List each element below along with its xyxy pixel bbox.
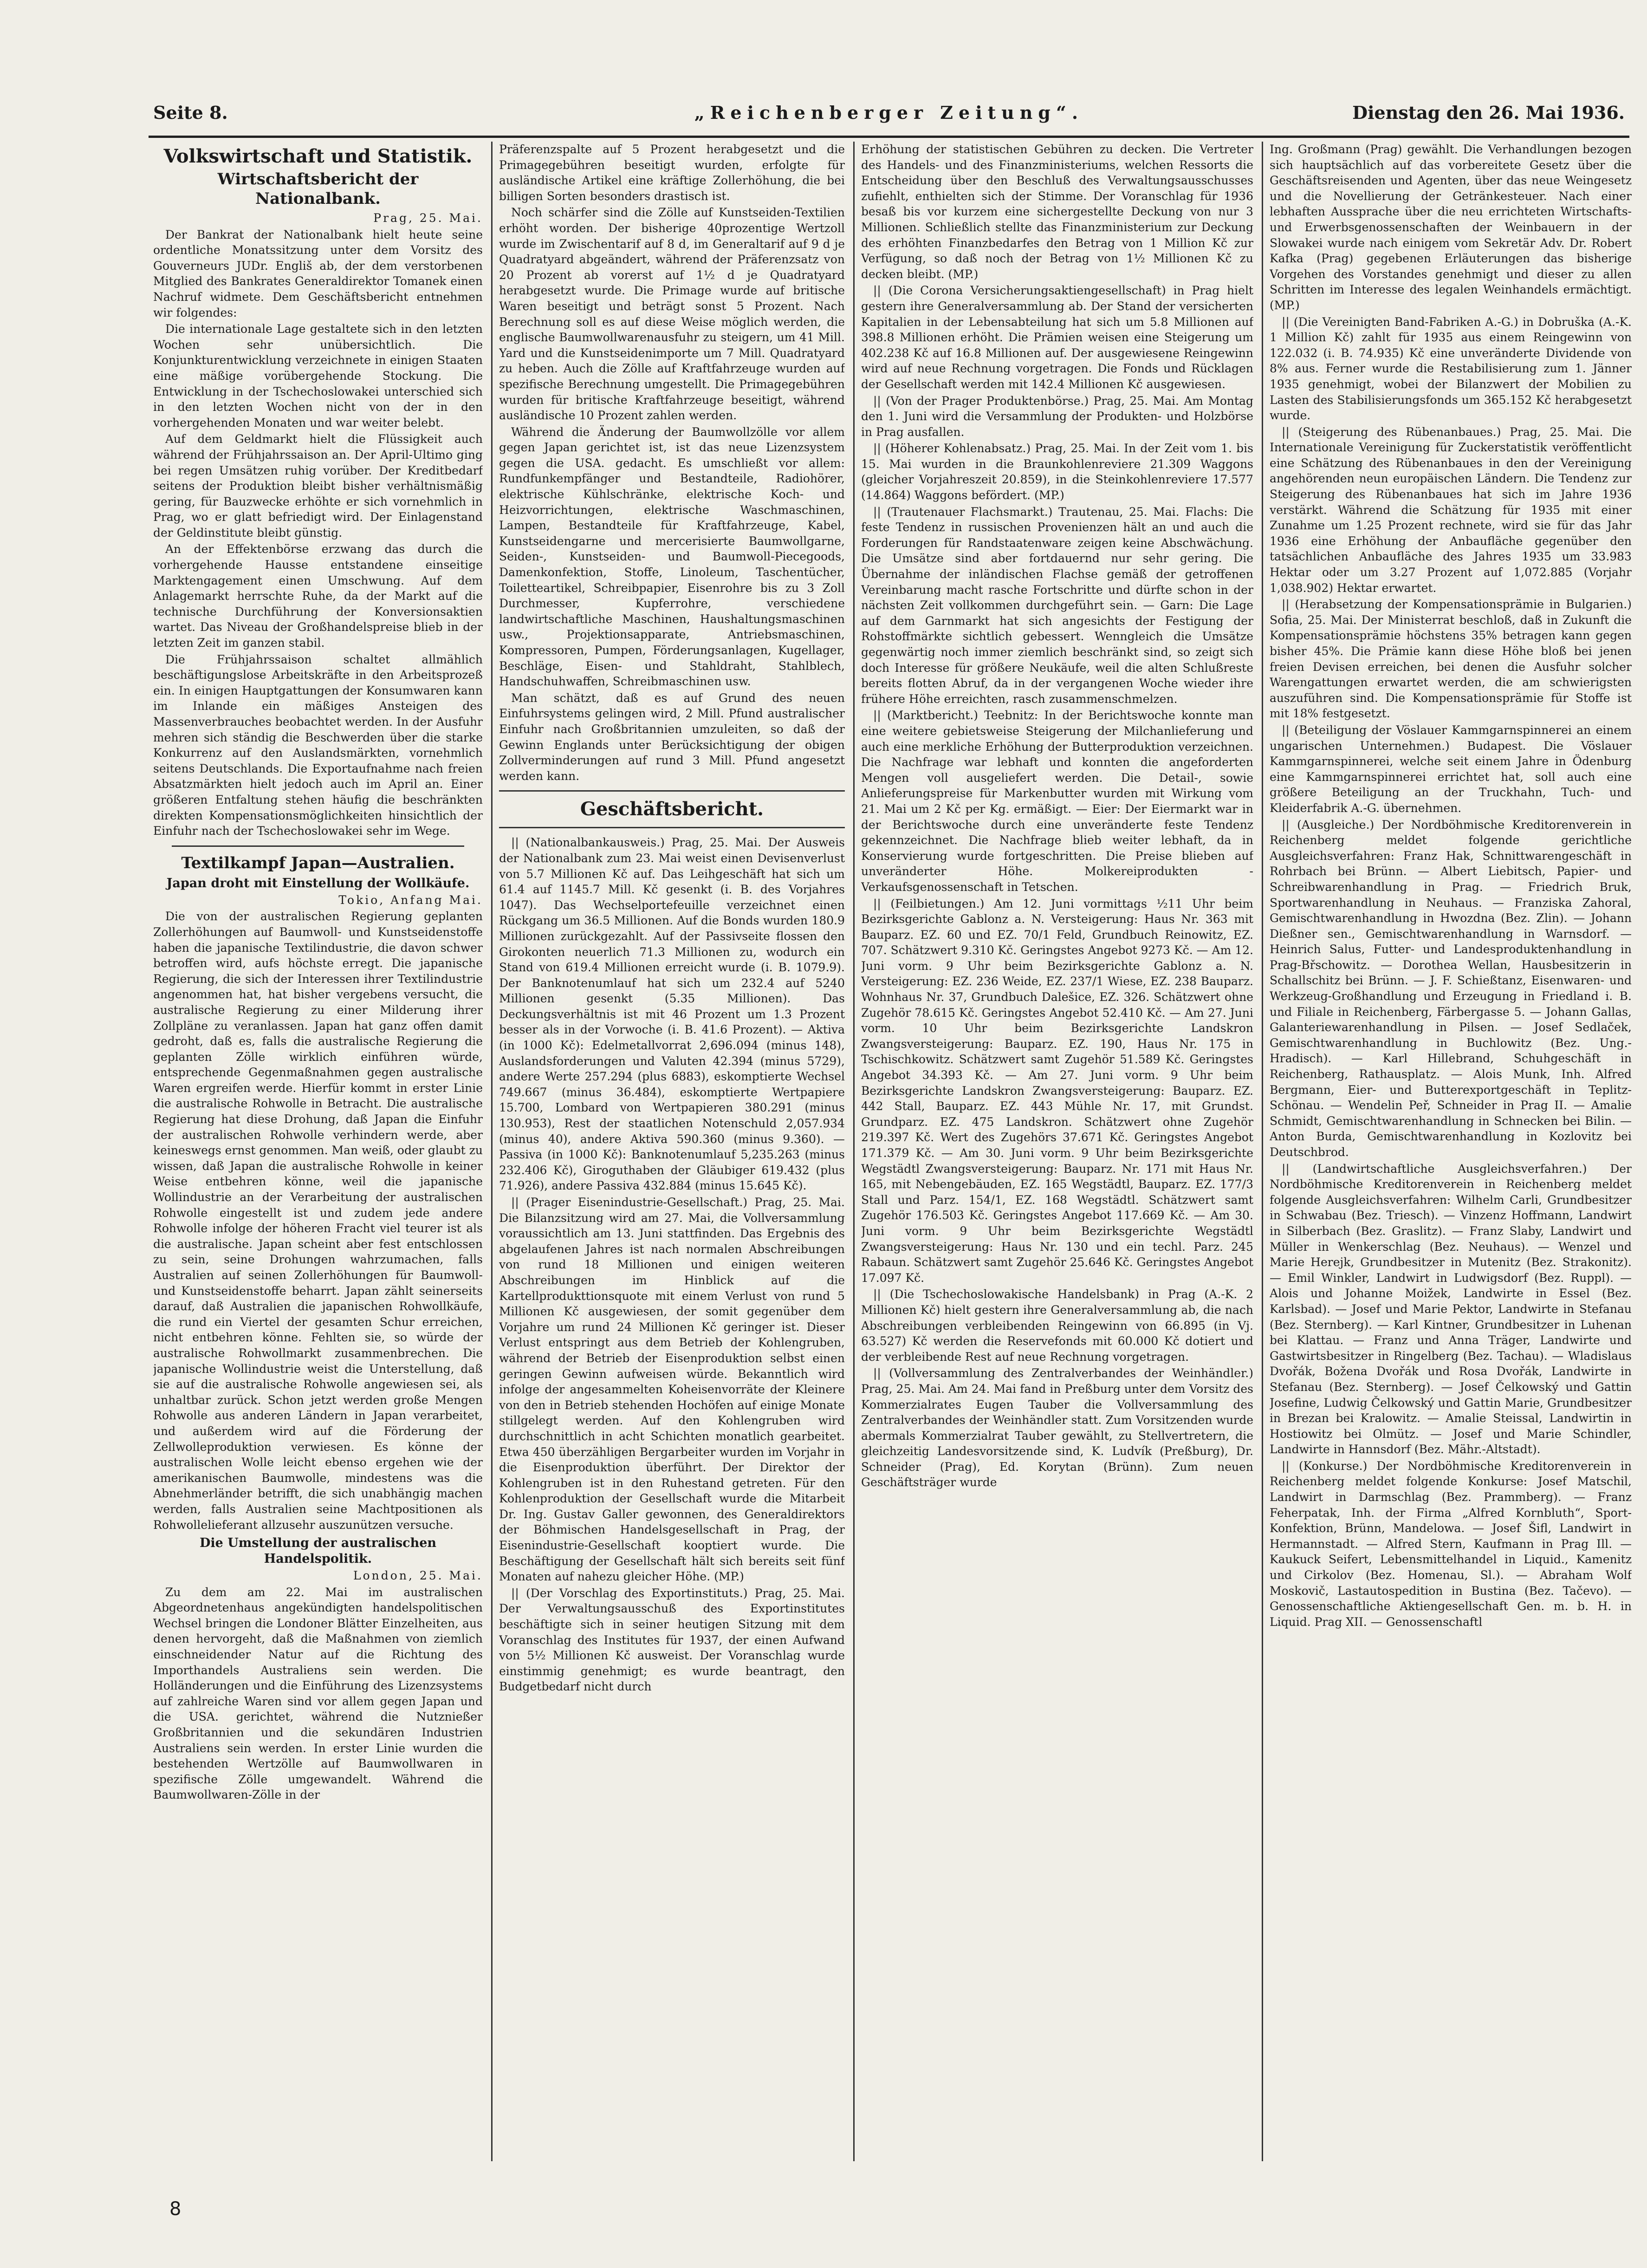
page-number: 8: [169, 2198, 182, 2220]
column-2: [499, 142, 845, 2161]
column-separator: [853, 142, 855, 2161]
article-headline: Textilkampf Japan—Australien.: [181, 853, 455, 872]
news-item: || (Ausgleiche.) Der Nordböhmische Kreditorenverein in Reichenberg meldet folgende gerichtliche Ausgleichsverfahren: Franz Hak, Schnittwarengeschäft in Rohrbach bei Brünn. — Albert Liebitsch, Papier- und Schreibwarenhandlung in Prag. — Friedrich Bruk, Sportwarenhandlung in Neuhaus. — Franziska Zahoral, Gemischtwarenhandlung in Hwozdna (Bez. Zlin). — Johann Dießner sen., Gemischtwarenhandlung in Warnsdorf. — Heinrich Salus, Futter- und Landesproduktenhandlung in Prag-Břschowitz. — Dorothea Wellan, Hausbesitzerin in Schallschitz bei Brünn. — J. F. Schießtanz, Eisenwaren- und Werkzeug-Großhandlung und Erzeugung in Friedland i. B. und Filiale in Reichenberg, Färbergasse 5. — Johann Gallas, Galanteriewarenhandlung in Pilsen. — Josef Sedlaček, Gemischtwarenhandlung in Buchlowitz (Bez. Ung.-Hradisch). — Karl Hillebrand, Schuhgeschäft in Reichenberg, Rathausplatz. — Alois Munk, Inh. Alfred Bergmann, Eier- und Butterexportgeschäft in Teplitz-Schönau. — Wendelin Peř, Schneider in Prag II. — Amalie Schmidt, Gemischtwarenhandlung in Schnecken bei Bilin. — Anton Burda, Gemischtwarenhandlung in Kozlovitz bei Deutschbrod.: [1270, 818, 1632, 1159]
article-separator: [172, 845, 464, 847]
news-item: || (Von der Prager Produktenbörse.) Prag, 25. Mai. Am Montag den 1. Juni wird die Versammlung der Produkten- und Holzbörse in Prag ausfallen.: [861, 394, 1253, 439]
news-item: || (Herabsetzung der Kompensationsprämie in Bulgarien.) Sofia, 25. Mai. Der Ministerrat beschloß, daß in Zukunft die Kompensationsprämie höchstens 35% betragen kann gegen bisher 45%. Die Prämie kann diese Höhe bloß bei jenen freien Devisen erreichen, bei denen die Ausfuhr solcher Warengattungen erwartet werden, die am schwierigsten auszuführen sind. Die Kompensationsprämie für Stoffe ist mit 18% festgesetzt.: [1270, 598, 1632, 721]
paragraph: Erhöhung der statistischen Gebühren zu decken. Die Vertreter des Handels- und des Finanzministeriums, welchen Ressorts die Entscheidung über den Beschluß des Verwaltungsausschusses zufiehlt, enthielten sich der Stimme. Der Voranschlag für 1936 besaß bis vor kurzem eine sichergestellte Deckung von nur 3 Millionen. Schließlich stellte das Finanzministerium zur Deckung des erhöhten Finanzbedarfes den Betrag von 1 Million Kč zur Verfügung, so daß noch der Betrag von 1½ Millionen Kč zu decken bleibt. (MP.): [861, 143, 1253, 281]
article-headline: Wirtschaftsbericht der Nationalbank.: [217, 170, 419, 208]
paragraph: Die internationale Lage gestaltete sich in den letzten Wochen sehr unübersichtlich. Die Konjunkturentwicklung verzeichnete in einigen Staaten eine mäßige vorübergehende Stockung. Die Entwicklung in der Tschechoslowakei unterschied sich in den letzten Wochen nicht von der in den vorhergehenden Monaten und war weiter belebt.: [153, 322, 483, 429]
article-subheadline: Die Umstellung der australischen Handelspolitik.: [199, 1536, 437, 1566]
paragraph: Die von der australischen Regierung geplanten Zollerhöhungen auf Baumwoll- und Kunstseidenstoffe haben die japanische Textilindustrie, die davon schwer betroffen wird, aufs höchste erregt. Die japanische Regierung, die sich der Interessen ihrer Textilindustrie angenommen hat, hat bisher vergebens versucht, die australische Regierung zu einer Milderung ihrer Zollpläne zu veranlassen. Japan hat ganz offen damit gedroht, daß es, falls die australische Regierung die geplanten Zölle wirklich einführen würde, entsprechende Gegenmaßnahmen gegen australische Waren ergreifen werde. Hierfür kommt in erster Linie die australische Rohwolle in Betracht. Die australische Regierung hat diese Drohung, daß Japan die Einfuhr der australischen Rohwolle verhindern werde, aber keineswegs ernst genommen. Man weiß, oder glaubt zu wissen, daß Japan die australische Rohwolle in keiner Weise entbehren könne, weil die japanische Wollindustrie an der Verarbeitung der australischen Rohwolle eingestellt ist und zudem jede andere Rohwolle infolge der höheren Fracht viel teurer ist als die australische. Japan scheint aber fest entschlossen zu sein, seine Drohungen wahrzumachen, falls Australien auf seinen Zollerhöhungen für Baumwoll- und Kunstseidenstoffe beharrt. Japan zählt seinerseits darauf, daß Australien die japanischen Rohwollkäufe, die rund ein Viertel der gesamten Schur erreichen, nicht entbehren könne. Fehlten sie, so würde der australische Rohwollmarkt zusammenbrechen. Die japanische Wollindustrie weist die Unterstellung, daß sie auf die australische Rohwolle angewiesen sei, als unhaltbar zurück. Schon jetzt werden große Mengen Rohwolle aus anderen Ländern in Japan verarbeitet, und außerdem wird auf die Förderung der Zellwolleproduktion verwiesen. Es könne der australischen Wolle leicht ebenso ergehen wie der amerikanischen Baumwolle, mindestens was die Abnehmerländer betrifft, die sich unabhängig machen werden, falls Australien seine Machtpositionen als Rohwollelieferant allzusehr auszunützen versuche.: [153, 910, 483, 1532]
newspaper-title: „Reichenberger Zeitung“.: [694, 102, 1084, 123]
column-1: [153, 142, 483, 2161]
section-title: Geschäftsbericht.: [580, 798, 764, 820]
dateline: Prag, 25. Mai.: [373, 211, 483, 225]
section-rule: [499, 827, 845, 828]
paragraph: Man schätzt, daß es auf Grund des neuen Einfuhrsystems gelingen wird, 2 Mill. Pfund australischer Einfuhr nach Großbritannien umzuleiten, so daß der Gewinn Englands unter Berücksichtigung der obigen Zollverminderungen auf rund 3 Mill. Pfund angesetzt werden kann.: [499, 691, 845, 783]
paragraph: Zu dem am 22. Mai im australischen Abgeordnetenhaus angekündigten handelspolitischen Wechsel bringen die Londoner Blätter Einzelheiten, aus denen hervorgeht, daß die Maßnahmen von ziemlich einschneidender Natur auf die Richtung des Importhandels Australiens sein werden. Die Holländerungen und die Einführung des Lizenzsystems auf zahlreiche Waren sind vor allem gegen Japan und die USA. gerichtet, während die Nutznießer Großbritannien und die sekundären Industrien Australiens sein werden. In erster Linie wurden die bestehenden Wertzölle auf Baumwollwaren in spezifische Zölle umgewandelt. Während die Baumwollwaren-Zölle in der: [153, 1585, 483, 1802]
news-item: || (Marktbericht.) Teebnitz: In der Berichtswoche konnte man eine weitere gebietsweise Steigerung der Milchanlieferung und auch eine merkliche Erhöhung der Butterproduktion verzeichnen. Die Nachfrage war lebhaft und konnten die angeforderten Mengen voll ausgeliefert werden. Die Detail-, sowie Anlieferungspreise für Markenbutter wurden mit Wirkung vom 21. Mai um 2 Kč per Kg. ermäßigt. — Eier: Der Eiermarkt war in der Berichtswoche durch eine unveränderte feste Tendenz gekennzeichnet. Die Nachfrage blieb weiter lebhaft, da in Konservierung wurde fortgeschritten. Die Preise blieben auf unveränderter Höhe. Molkereiprodukten - Verkaufsgenossenschaft in Tetschen.: [861, 708, 1253, 894]
news-item: || (Höherer Kohlenabsatz.) Prag, 25. Mai. In der Zeit vom 1. bis 15. Mai wurden in die Braunkohlenreviere 21.309 Waggons (gleicher Vorjahreszeit 20.859), in die Steinkohlenreviere 17.577 (14.864) Waggons befördert. (MP.): [861, 442, 1253, 502]
page-header: [153, 102, 1625, 130]
news-item: || (Der Vorschlag des Exportinstituts.) Prag, 25. Mai. Der Verwaltungsausschuß des Exportinstitutes beschäftigte sich in seiner heutigen Sitzung mit dem Voranschlag des Institutes für 1937, der einen Aufwand von 5½ Millionen Kč ausweist. Der Voranschlag wurde einstimmig genehmigt; es wurde beantragt, den Budgetbedarf nicht durch: [499, 1586, 845, 1694]
issue-date: Dienstag den 26. Mai 1936.: [1352, 102, 1625, 123]
dateline: London, 25. Mai.: [353, 1569, 483, 1583]
paragraph: Während die Änderung der Baumwollzölle vor allem gegen Japan gerichtet ist, ist das neue Lizenzsystem gegen die USA. gedacht. Es umschließt vor allem: Rundfunkempfänger und Bestandteile, Radiohörer, elektrische Kühlschränke, elektrische Koch- und Heizvorrichtungen, elektrische Waschmaschinen, Lampen, Bestandteile für Kraftfahrzeuge, Kabel, Kunstseidengarne und mercerisierte Baumwollgarne, Seiden-, Kunstseiden- und Baumwoll-Piecegoods, Damenkonfektion, Stoffe, Linoleum, Taschentücher, Toiletteartikel, Schreibpapier, Eisenrohre bis zu 3 Zoll Durchmesser, Kupferrohre, verschiedene landwirtschaftliche Maschinen, Haushaltungsmaschinen usw., Projektionsapparate, Antriebsmaschinen, Kompressoren, Pumpen, Förderungsanlagen, Kugellager, Beschläge, Eisen- und Stahldraht, Stahlblech, Handschuhwaffen, Schreibmaschinen usw.: [499, 425, 845, 689]
dateline: Tokio, Anfang Mai.: [338, 893, 483, 907]
news-item: || (Vollversammlung des Zentralverbandes der Weinhändler.) Prag, 25. Mai. Am 24. Mai fand in Preßburg unter dem Vorsitz des Kommerzialrates Eugen Tauber die Vollversammlung des Zentralverbandes der Weinhändler statt. Zum Vorsitzenden wurde abermals Kommerzialrat Tauber gewählt, zu Stellvertretern, die gleichzeitig Landesvorsitzende sind, K. Ludvík (Preßburg), Dr. Schneider (Prag), Ed. Korytan (Brünn). Zum neuen Geschäftsträger wurde: [861, 1366, 1253, 1489]
paragraph: Auf dem Geldmarkt hielt die Flüssigkeit auch während der Frühjahrssaison an. Der April-Ultimo ging bei regen Umsätzen ruhig vorüber. Der Kreditbedarf seitens der Produktion bleibt bisher verhältnismäßig gering, für Bauzwecke erhöhte er sich vornehmlich in Prag, wo er glatt befriedigt wird. Der Einlagenstand der Geldinstitute bleibt günstig.: [153, 432, 483, 539]
paragraph: Ing. Großmann (Prag) gewählt. Die Verhandlungen bezogen sich hauptsächlich auf das vorbereitete Gesetz über die Geschäftsreisenden und Agenten, über das neue Weingesetz und die Novellierung der Getränkesteuer. Nach einer lebhaften Aussprache über die neu errichteten Wirtschafts- und Erwerbsgenossenschaften der Weinbauern in der Slowakei wurde nach einigem vom Sekretär Adv. Dr. Robert Kafka (Prag) gegebenen Erläuterungen das bisherige Vorgehen des Vorstandes genehmigt und dieser zu allen Schritten im Interesse des legalen Weinhandels ermächtigt. (MP.): [1270, 143, 1632, 312]
news-item: || (Die Tschechoslowakische Handelsbank) in Prag (A.-K. 2 Millionen Kč) hielt gestern ihre Generalversammlung ab, die nach Abschreibungen verbleibenden Reingewinn von 66.895 (in Vj. 63.527) Kč werden die Reservefonds mit 60.000 Kč dotiert und der verbleibende Rest auf neue Rechnung vorgetragen.: [861, 1287, 1253, 1364]
news-item: || (Die Vereinigten Band-Fabriken A.-G.) in Dobruška (A.-K. 1 Million Kč) zahlt für 1935 aus einem Reingewinn von 122.032 (i. B. 74.935) Kč eine unveränderte Dividende von 8% aus. Ferner wurde die Restabilisierung zum 1. Jänner 1935 genehmigt, wobei der Bilanzwert der Mobilien zu Lasten des Stabilisierungsfonds um 365.152 Kč herabgesetzt wurde.: [1270, 315, 1632, 422]
news-item: || (Feilbietungen.) Am 12. Juni vormittags ½11 Uhr beim Bezirksgerichte Gablonz a. N. Versteigerung: Haus Nr. 363 mit Bauparz. EZ. 60 und EZ. 70/1 Feld, Grundbuch Reinowitz, EZ. 707. Schätzwert 9.310 Kč. Geringstes Angebot 9273 Kč. — Am 12. Juni vorm. 9 Uhr beim Bezirksgerichte Gablonz a. N. Versteigerung: EZ. 236 Weide, EZ. 237/1 Wiese, EZ. 238 Bauparz. Wohnhaus Nr. 37, Grundbuch Dalešice, EZ. 326. Schätzwert ohne Zugehör 78.615 Kč. Geringstes Angebot 52.410 Kč. — Am 27. Juni vorm. 10 Uhr beim Bezirksgerichte Landskron Zwangsversteigerung: Bauparz. EZ. 190, Haus Nr. 175 in Tschischkowitz. Schätzwert samt Zugehör 51.589 Kč. Geringstes Angebot 34.393 Kč. — Am 27. Juni vorm. 9 Uhr beim Bezirksgerichte Landskron Zwangsversteigerung: Bauparz. EZ. 442 Stall, Bauparz. EZ. 443 Mühle Nr. 17, mit Grundst. Grundparz. EZ. 475 Landskron. Schätzwert ohne Zugehör 219.397 Kč. Wert des Zugehörs 37.671 Kč. Geringstes Angebot 171.379 Kč. — Am 30. Juni vorm. 9 Uhr beim Bezirksgerichte Wegstädtl Zwangsversteigerung: Bauparz. Nr. 171 mit Haus Nr. 165, mit Nebengebäuden, EZ. 165 Wegstädtl, Bauparz. EZ. 177/3 Stall und Parz. 154/1, EZ. 168 Wegstädtl. Schätzwert samt Zugehör 176.503 Kč. Geringstes Angebot 117.669 Kč. — Am 30. Juni vorm. 9 Uhr beim Bezirksgerichte Wegstädtl Zwangsversteigerung: Haus Nr. 130 und ein techl. Parz. 245 Rabaun. Schätzwert samt Zugehör 25.646 Kč. Geringstes Angebot 17.097 Kč.: [861, 897, 1253, 1285]
paragraph: An der Effektenbörse erzwang das durch die vorhergehende Hausse entstandene einseitige Marktengagement einen Umschwung. Auf dem Anlagemarkt herrschte Ruhe, da der Markt auf die technische Durchführung der Konversionsaktien wartet. Das Niveau der Großhandelspreise blieb in der letzten Zeit im ganzen stabil.: [153, 542, 483, 650]
news-item: || (Die Corona Versicherungsaktiengesellschaft) in Prag hielt gestern ihre Generalversammlung ab. Der Stand der versicherten Kapitalien in der Lebensabteilung hat sich um 5.8 Millionen auf 398.8 Millionen erhöht. Die Prämien weisen eine Steigerung um 402.238 Kč auf 16.8 Millionen auf. Der ausgewiesene Reingewinn wird auf neue Rechnung vorgetragen. Die Fonds und Rücklagen der Gesellschaft werden mit 142.4 Millionen Kč ausgewiesen.: [861, 284, 1253, 391]
news-item: || (Steigerung des Rübenanbaues.) Prag, 25. Mai. Die Internationale Vereinigung für Zuckerstatistik veröffentlicht eine Schätzung des Rübenanbaues in den der Vereinigung angehörenden neun europäischen Ländern. Die Tendenz zur Steigerung des Rübenanbaues hat sich im Jahre 1936 verstärkt. Während die Schätzung für 1935 mit einer Zunahme um 1.25 Prozent rechnete, wird sie für das Jahr 1936 eine Erhöhung der Anbaufläche gegenüber den tatsächlichen Anbaufläche des Jahres 1935 um 33.983 Hektar oder um 3.27 Prozent auf 1,072.885 (Vorjahr 1,038.902) Hektar erwartet.: [1270, 425, 1632, 595]
section-title: Volkswirtschaft und Statistik.: [163, 145, 473, 167]
paragraph: Der Bankrat der Nationalbank hielt heute seine ordentliche Monatssitzung unter dem Vorsitz des Gouverneurs JUDr. Engliš ab, der dem verstorbenen Mitglied des Bankrates Generaldirektor Tomanek einen Nachruf widmete. Dem Geschäftsbericht entnehmen wir folgendes:: [153, 227, 483, 319]
column-separator: [1262, 142, 1263, 2161]
header-rule: [149, 136, 1629, 138]
news-item: || (Prager Eisenindustrie-Gesellschaft.) Prag, 25. Mai. Die Bilanzsitzung wird am 27. Mai, die Vollversammlung voraussichtlich am 13. Juni stattfinden. Das Ergebnis des abgelaufenen Jahres ist nach normalen Abschreibungen von rund 18 Millionen und einigen weiteren Abschreibungen im Hinblick auf die Kartellprodukttionsquote mit einem Verlust von rund 5 Millionen Kč ausgewiesen, der somit gegenüber dem Vorjahre um rund 24 Millionen Kč geringer ist. Dieser Verlust entspringt aus dem Betrieb der Kohlengruben, während der Betrieb der Eisenproduktion selbst einen geringen Gewinn aufweisen würde. Bekanntlich wird infolge der angesammelten Koheisenvorräte der Kleinere von den in Betrieb stehenden Hochöfen auf einige Monate stillgelegt werden. Auf den Kohlengruben wird durchschnittlich in acht Schichten monatlich gearbeitet. Etwa 450 überzähligen Bergarbeiter wurden im Vorjahr in die Eisenproduktion überführt. Der Direktor der Kohlengruben ist in den Ruhestand getreten. Für den Kohlenproduktion der Gesellschaft wurde die Mitarbeit Dr. Ing. Gustav Galler gewonnen, des Generaldirektors der Böhmischen Handelsgesellschaft in Prag, der Eisenindustrie-Gesellschaft kooptiert wurde. Die Beschäftigung der Gesellschaft hält sich bereits seit fünf Monaten auf nahezu gleicher Höhe. (MP.): [499, 1196, 845, 1584]
column-separator: [491, 142, 493, 2161]
news-item: || (Landwirtschaftliche Ausgleichsverfahren.) Der Nordböhmische Kreditorenverein in Reichenberg meldet folgende Ausgleichsverfahren: Wilhelm Carli, Grundbesitzer in Schwabau (Bez. Triesch). — Vinzenz Hoffmann, Landwirt in Silberbach (Bez. Graslitz). — Franz Slaby, Landwirt und Müller in Wenkerschlag (Bez. Neuhaus). — Wenzel und Marie Herejk, Grundbesitzer in Mutenitz (Bez. Strakonitz). — Emil Winkler, Landwirt in Ludwigsdorf (Bez. Ruppl). — Alois und Johanne Moižek, Landwirte in Essel (Bez. Karlsbad). — Josef und Marie Pektor, Landwirte in Stefanau (Bez. Sternberg). — Karl Kintner, Grundbesitzer in Luhenan bei Klattau. — Franz und Anna Träger, Landwirte und Gastwirtsbesitzer in Ringelberg (Bez. Tachau). — Wladislaus Dvořák, Božena Dvořák und Rosa Dvořák, Landwirte in Stefanau (Bez. Sternberg). — Josef Čelkowský und Gattin Josefine, Ludwig Čelkowský und Gattin Marie, Grundbesitzer in Brezan bei Kralowitz. — Amalie Steissal, Landwirtin in Hostiowitz bei Olmütz. — Josef und Marie Schindler, Landwirte in Hannsdorf (Bez. Mähr.-Altstadt).: [1270, 1162, 1632, 1456]
news-item: || (Nationalbankausweis.) Prag, 25. Mai. Der Ausweis der Nationalbank zum 23. Mai weist einen Devisenverlust von 5.7 Millionen Kč auf. Das Leihgeschäft hat sich um 61.4 auf 1145.7 Mill. Kč gesenkt (i. B. des Vorjahres 1047). Das Wechselportefeuille verzeichnet einen Rückgang um 36.5 Millionen. Auf die Bonds wurden 180.9 Millionen zurückgezahlt. Auf der Passivseite flossen den Girokonten neuerlich 71.3 Millionen zu, wodurch ein Stand von 619.4 Millionen erreicht wurde (i. B. 1079.9). Der Banknotenumlauf hat sich um 232.4 auf 5240 Millionen gesenkt (5.35 Millionen). Das Deckungsverhältnis ist mit 46 Prozent um 1.3 Prozent besser als in der Vorwoche (i. B. 41.6 Prozent). — Aktiva (in 1000 Kč): Edelmetallvorrat 2,696.094 (minus 148), Auslandsforderungen und Valuten 42.394 (minus 5729), andere Werte 257.294 (plus 6883), eskomptierte Wechsel 749.667 (minus 36.484), eskomptierte Wertpapiere 15.700, Lombard von Wertpapieren 380.291 (minus 130.953), Rest der staatlichen Notenschuld 2,057.934 (minus 40), andere Aktiva 590.360 (minus 9.360). — Passiva (in 1000 Kč): Banknotenumlauf 5,235.263 (minus 232.406 Kč), Giroguthaben der Gläubiger 619.432 (plus 71.926), andere Passiva 432.884 (minus 15.645 Kč).: [499, 836, 845, 1193]
paragraph: Präferenzspalte auf 5 Prozent herabgesetzt und die Primagegebühren beseitigt wurden, erfolgte für ausländische Artikel eine kräftige Zollerhöhung, die bei billigen Sorten besonders drastisch ist.: [499, 143, 845, 203]
paragraph: Die Frühjahrssaison schaltet allmählich beschäftigungslose Arbeitskräfte in den Arbeitsprozeß ein. In einigen Hauptgattungen der Konsumwaren kann im Inlande ein mäßiges Ansteigen des Massenverbrauches beobachtet werden. In der Ausfuhr mehren sich ständig die Beschwerden über die starke Konkurrenz auf den Auslandsmärkten, vornehmlich seitens Deutschlands. Die Exportaufnahme nach freien Absatzmärkten hielt jedoch auch im April an. Einer größeren Entfaltung stehen häufig die beschränkten direkten Kompensationsmöglichkeiten hinsichtlich der Einfuhr nach der Tschechoslowakei sehr im Wege.: [153, 652, 483, 838]
paragraph: Noch schärfer sind die Zölle auf Kunstseiden-Textilien erhöht worden. Der bisherige 40prozentige Wertzoll wurde im Zwischentarif auf 8 d, im Generaltarif auf 9 d je Quadratyard abgeändert, während der Präferenzsatz von 20 Prozent ab vorerst auf 1½ d je Quadratyard herabgesetzt wurde. Die Primage wurde auf britische Waren beseitigt und beträgt sonst 5 Prozent. Nach Berechnung soll es auf diese Weise möglich werden, die englische Baumwollwarenausfuhr zu steigern, um 41 Mill. Yard und die Kunstseidenimporte um 7 Mill. Quadratyard zu heben. Auch die Zölle auf Kraftfahrzeuge wurden auf spezifische Berechnung umgestellt. Die Primagegebühren wurden für britische Kraftfahrzeuge beseitigt, während ausländische 10 Prozent zahlen werden.: [499, 206, 845, 422]
page-label: Seite 8.: [153, 102, 228, 123]
column-3: [861, 142, 1253, 2161]
column-4: [1270, 142, 1632, 2161]
article-subheadline: Japan droht mit Einstellung der Wollkäufe.: [166, 876, 470, 890]
news-item: || (Konkurse.) Der Nordböhmische Kreditorenverein in Reichenberg meldet folgende Konkurse: Josef Matschil, Landwirt in Darmschlag (Bez. Prammberg). — Franz Feherpatak, Inh. der Firma „Alfred Kornbluth“, Sport-Konfektion, Brünn, Mandelowa. — Josef Šifl, Landwirt in Hermannstadt. — Alfred Stern, Kaufmann in Prag Ill. — Kaukuck Seifert, Lebensmittelhandel in Liquid., Kamenitz und Cirkolov (Bez. Homenau, Sl.). — Abraham Wolf Moskovič, Lastautospedition in Bustina (Bez. Tačevo). — Genossenschaftliche Aktiengesellschaft Gen. m. b. H. in Liquid. Prag XII. — Genossenschaftl: [1270, 1459, 1632, 1629]
news-item: || (Trautenauer Flachsmarkt.) Trautenau, 25. Mai. Flachs: Die feste Tendenz in russischen Provenienzen hält an und auch die Forderungen für Randstaatenware zeigen keine Abschwächung. Die Umsätze sind aber fortdauernd nur sehr gering. Die Übernahme der inländischen Flachse gemäß der getroffenen Vereinbarung macht rasche Fortschritte und dürfte schon in der nächsten Zeit vollkommen durchgeführt sein. — Garn: Die Lage auf dem Garnmarkt hat sich angesichts der Festigung der Rohstoffmärkte sichtlich gebessert. Wenngleich die Umsätze gegenwärtig noch immer ziemlich beschränkt sind, so zeigt sich doch Interesse für größere Neukäufe, weil die alten Schlußreste bereits flotten Abruf, da in der vergangenen Woche wieder ihre frühere Höhe erreichten, rasch zusammenschmelzen.: [861, 505, 1253, 706]
news-item: || (Beteiligung der Vöslauer Kammgarnspinnerei an einem ungarischen Unternehmen.) Budapest. Die Vöslauer Kammgarnspinnerei, welche seit einem Jahre in Ödenburg eine Kammgarnspinnerei errichtet hat, soll auch eine größere Beteiligung an der Truckhahn, Tuch- und Kleiderfabrik A.-G. übernehmen.: [1270, 723, 1632, 815]
section-rule: [499, 790, 845, 792]
